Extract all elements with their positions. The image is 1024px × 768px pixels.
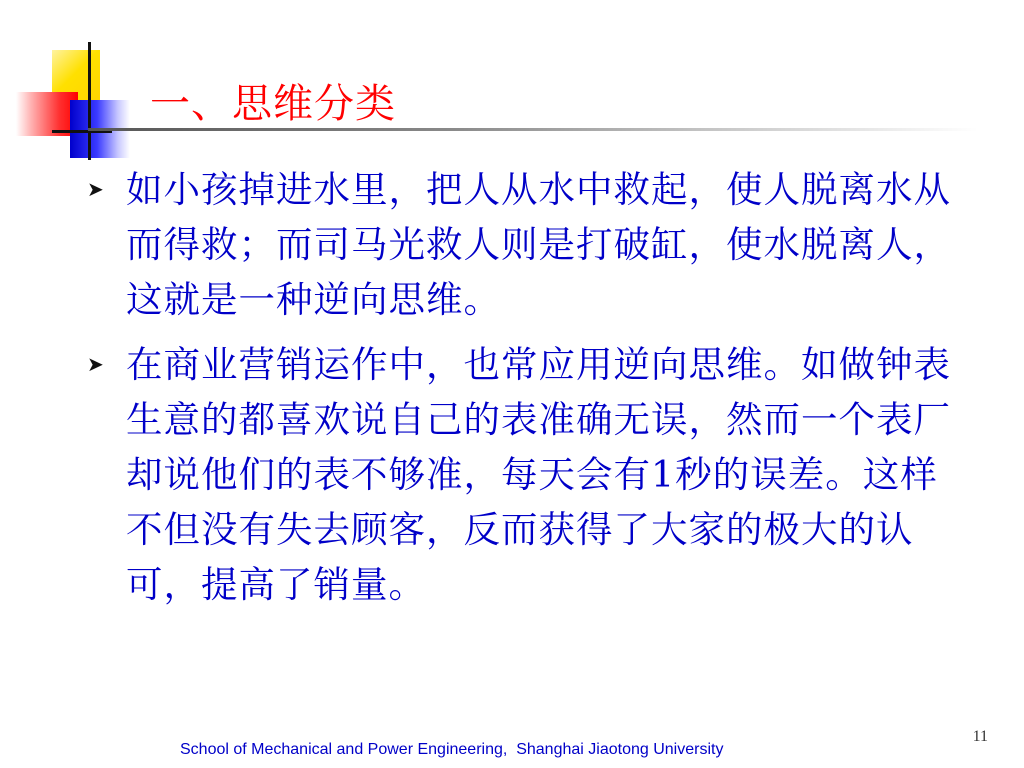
slide-title: 一、思维分类 — [150, 81, 396, 127]
logo-vertical-line — [88, 42, 91, 160]
bullet-text: 在商业营销运作中，也常应用逆向思维。如做钟表生意的都喜欢说自己的表准确无误，然而一个表厂却说他们的表不够准，每天会有1秒的误差。这样不但没有失去顾客，反而获得了大家的极大的认可，提高了销量。 — [126, 343, 951, 606]
bullet-item — [82, 162, 972, 327]
slide-footer: School of Mechanical and Power Engineering, Shanghai Jiaotong University — [180, 741, 724, 758]
bullet-list — [82, 162, 972, 622]
bullet-text: 如小孩掉进水里，把人从水中救起，使人脱离水从而得救；而司马光救人则是打破缸，使水脱离人，这就是一种逆向思维。 — [126, 168, 951, 321]
arrow-bullet-icon: ➤ — [87, 177, 105, 201]
bullet-item — [82, 337, 972, 612]
page-number: 11 — [972, 728, 988, 745]
arrow-bullet-icon: ➤ — [87, 352, 105, 376]
slide-logo-decoration — [0, 0, 160, 170]
